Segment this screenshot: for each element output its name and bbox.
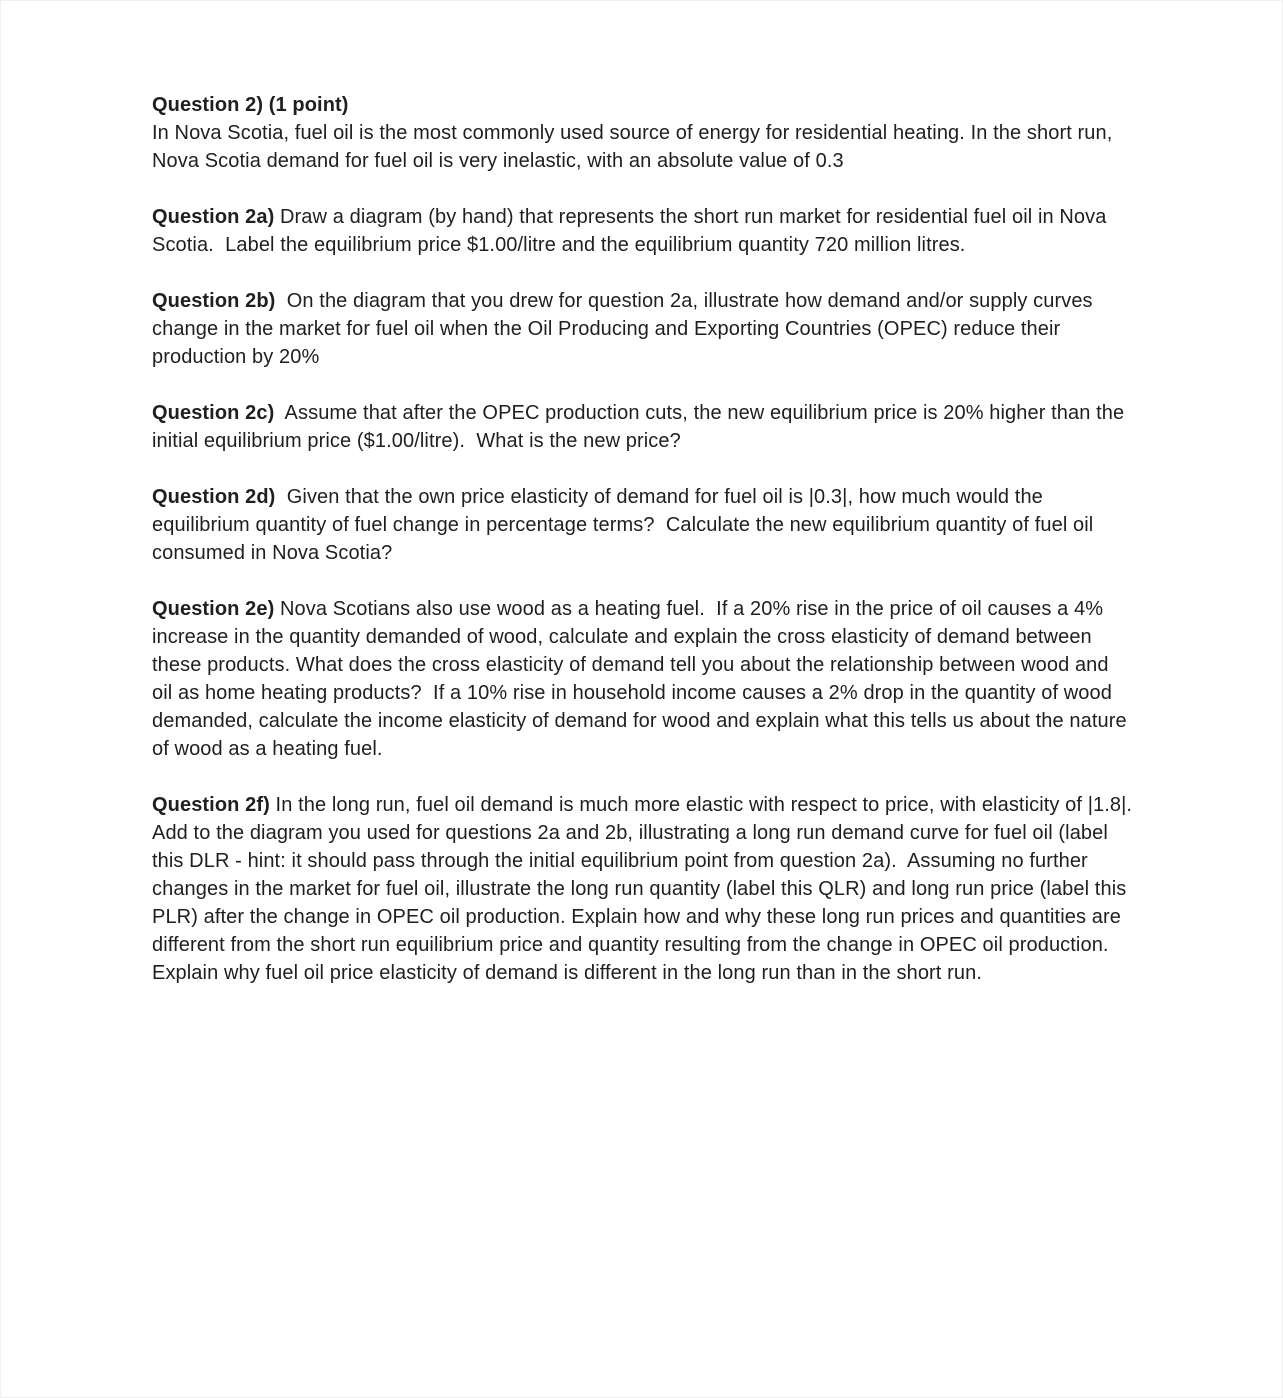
question-2f-heading: Question 2f) bbox=[152, 794, 270, 816]
question-2a bbox=[152, 203, 1134, 259]
question-2-text: In Nova Scotia, fuel oil is the most commonly used source of energy for residential heating. In the short run, Nova Scotia demand for fuel oil is very inelastic, with an absolute value of 0.3 bbox=[152, 122, 1119, 172]
question-2d-heading: Question 2d) bbox=[152, 486, 276, 508]
question-2b-heading: Question 2b) bbox=[152, 290, 276, 312]
question-2c-heading: Question 2c) bbox=[152, 402, 275, 424]
question-2d bbox=[152, 483, 1134, 567]
document-body bbox=[1, 1, 1282, 1075]
question-2-heading: Question 2) (1 point) bbox=[152, 94, 349, 116]
question-2c-text: Assume that after the OPEC production cuts, the new equilibrium price is 20% higher than the initial equilibrium price ($1.00/litre). What is the new price? bbox=[152, 402, 1130, 452]
question-2e bbox=[152, 595, 1134, 763]
question-2f bbox=[152, 791, 1143, 987]
question-2d-text: Given that the own price elasticity of demand for fuel oil is |0.3|, how much would the equilibrium quantity of fuel change in percentage terms? Calculate the new equilibrium quantity of fuel oil consumed in Nova Scotia? bbox=[152, 486, 1100, 564]
question-2c bbox=[152, 399, 1134, 455]
question-2b bbox=[152, 287, 1134, 371]
question-2e-text: Nova Scotians also use wood as a heating fuel. If a 20% rise in the price of oil causes a 4% increase in the quantity demanded of wood, calculate and explain the cross elasticity of demand between these products. What does the cross elasticity of demand tell you about the relationship between wood and oil as home heating products? If a 10% rise in household income causes a 2% drop in the quantity of wood demanded, calculate the income elasticity of demand for wood and explain what this tells us about the nature of wood as a heating fuel. bbox=[152, 598, 1133, 760]
question-2a-text: Draw a diagram (by hand) that represents the short run market for residential fuel oil in Nova Scotia. Label the equilibrium price $1.00/litre and the equilibrium quantity 720 million litres. bbox=[152, 206, 1113, 256]
question-2f-text: In the long run, fuel oil demand is much more elastic with respect to price, with elasticity of |1.8|. Add to the diagram you used for questions 2a and 2b, illustrating a long run demand curve for fuel oil (label this DLR - hint: it should pass through the initial equilibrium point from question 2a). Assuming no further changes in the market for fuel oil, illustrate the long run quantity (label this QLR) and long run price (label this PLR) after the change in OPEC oil production. Explain how and why these long run prices and quantities are different from the short run equilibrium price and quantity resulting from the change in OPEC oil production. Explain why fuel oil price elasticity of demand is different in the long run than in the short run. bbox=[152, 794, 1143, 984]
question-2b-text: On the diagram that you drew for question 2a, illustrate how demand and/or supply curves change in the market for fuel oil when the Oil Producing and Exporting Countries (OPEC) reduce their production by 20% bbox=[152, 290, 1099, 368]
question-2a-heading: Question 2a) bbox=[152, 206, 275, 228]
question-2-intro bbox=[152, 91, 1134, 175]
question-2e-heading: Question 2e) bbox=[152, 598, 275, 620]
